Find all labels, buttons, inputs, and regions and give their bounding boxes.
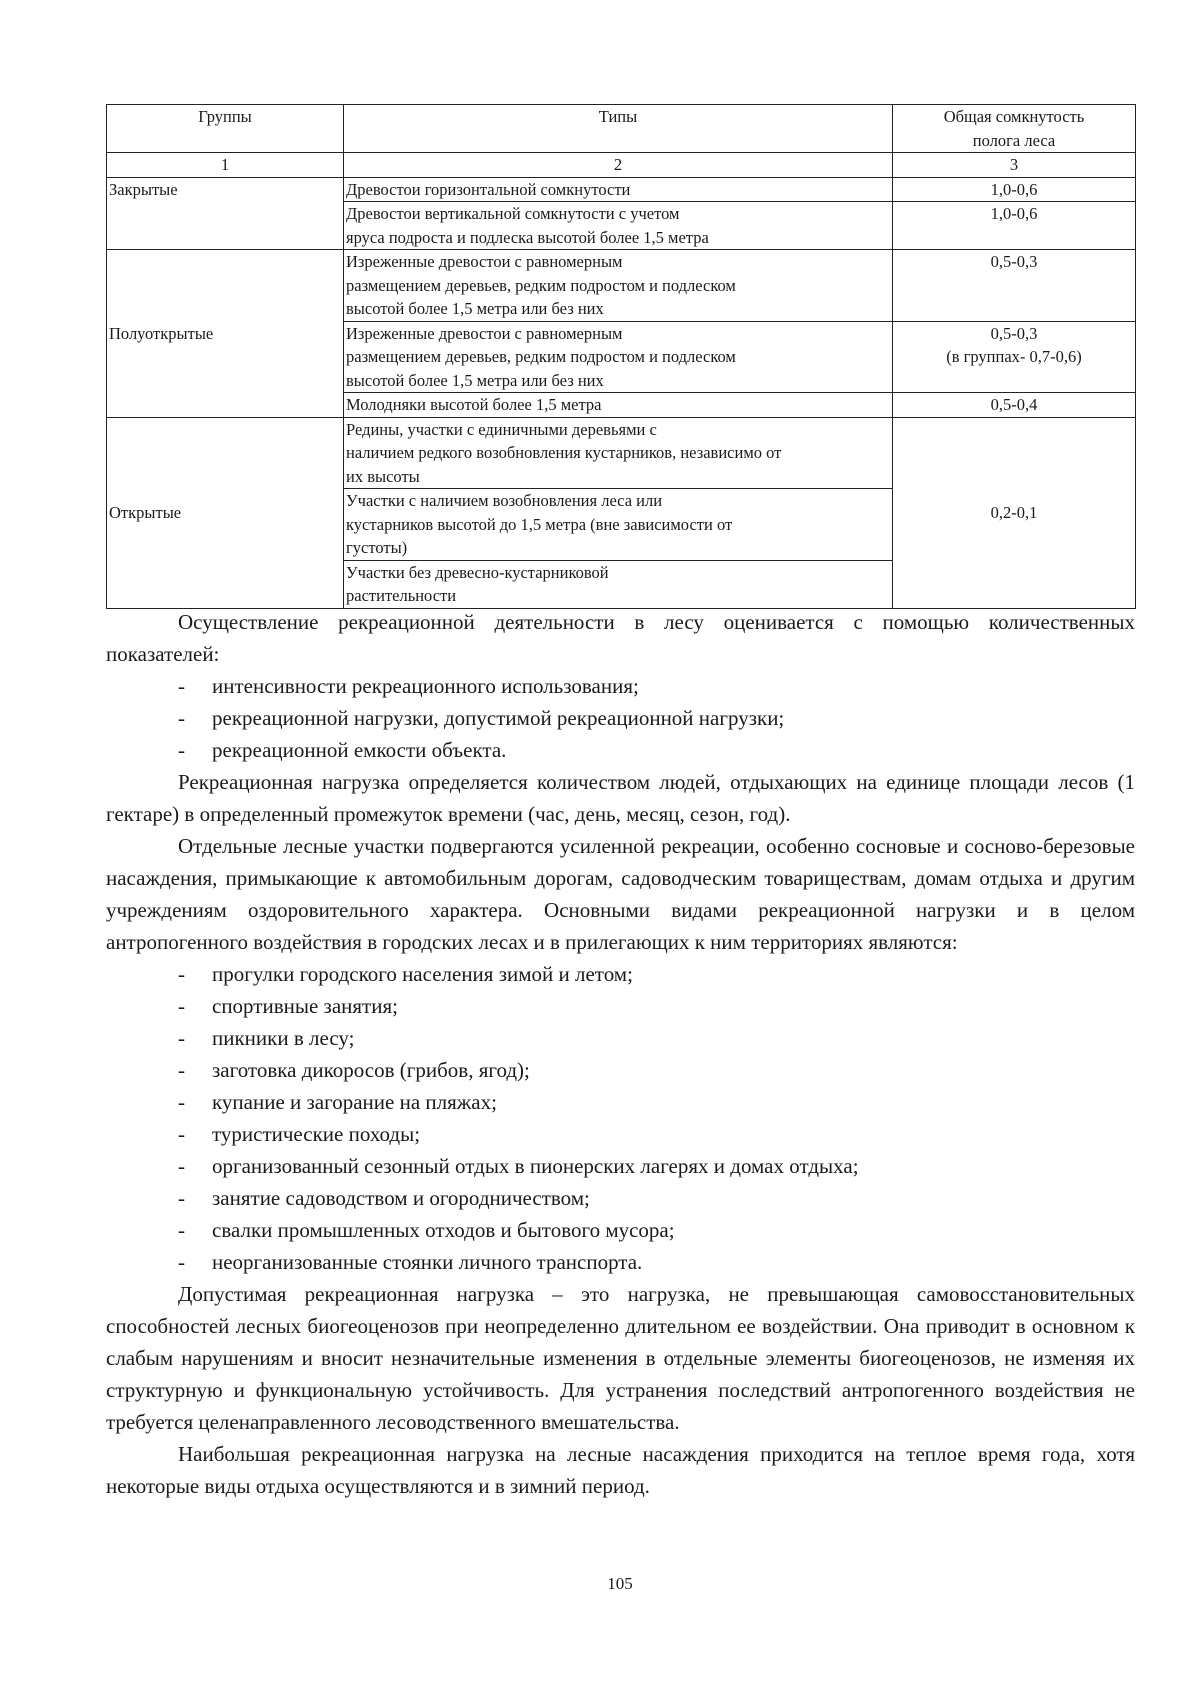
list-item-text: занятие садоводством и огородничеством;	[212, 1186, 590, 1210]
body-text	[106, 606, 1135, 1502]
column-number: 3	[893, 153, 1136, 178]
list-dash: -	[178, 962, 185, 986]
type-line: высотой более 1,5 метра или без них	[346, 299, 604, 318]
type-line: Древостои горизонтальной сомкнутости	[346, 179, 631, 199]
canopy-value: 1,0-0,6	[893, 177, 1136, 202]
type-cell	[344, 177, 893, 202]
type-line: кустарников высотой до 1,5 метра (вне зависимости от	[346, 514, 733, 534]
type-line: их высоты	[346, 466, 420, 486]
list-item	[106, 702, 1135, 734]
list-item-text: неорганизованные стоянки личного транспорта.	[212, 1250, 643, 1274]
header-types: Типы	[344, 105, 893, 153]
list-item	[106, 670, 1135, 702]
list-item-text: туристические походы;	[212, 1122, 421, 1146]
paragraph: Допустимая рекреационная нагрузка – это нагрузка, не превышающая самовосстановительных способностей лесных биогеоценозов при неопределенно длительном ее воздействии. Она приводит в основном к слабым нарушениям и вносит незначительные изменения в отдельные элементы биогеоценозов, не изменяя их структурную и функциональную устойчивость. Для устранения последствий антропогенного воздействия не требуется целенаправленного лесоводственного вмешательства.	[106, 1282, 1135, 1434]
list-dash: -	[178, 1250, 185, 1274]
list-item	[106, 1246, 1135, 1278]
list-item	[106, 1022, 1135, 1054]
canopy-value-line: (в группах- 0,7-0,6)	[946, 347, 1082, 366]
table-row	[107, 250, 1136, 322]
type-line: Редины, участки с единичными деревьями с	[346, 419, 657, 439]
list-item-text: организованный сезонный отдых в пионерских лагерях и домах отдыха;	[212, 1154, 859, 1178]
type-line: густоты)	[346, 538, 408, 557]
list-dash: -	[178, 1218, 185, 1242]
type-cell	[344, 560, 893, 608]
column-number: 2	[344, 153, 893, 178]
canopy-value: 0,5-0,4	[893, 393, 1136, 418]
group-closed: Закрытые	[107, 177, 344, 250]
indicator-list	[106, 670, 1135, 766]
type-line: размещением деревьев, редким подростом и подлеском	[346, 275, 736, 295]
type-line: яруса подроста и подлеска высотой более 1,5 метра	[346, 227, 709, 247]
canopy-value-open: 0,2-0,1	[893, 417, 1136, 608]
list-item	[106, 1150, 1135, 1182]
canopy-value: 1,0-0,6	[893, 202, 1136, 250]
type-cell	[344, 250, 893, 322]
list-item-text: спортивные занятия;	[212, 994, 398, 1018]
list-item-text: интенсивности рекреационного использования;	[212, 674, 639, 698]
list-item	[106, 958, 1135, 990]
list-dash: -	[178, 994, 185, 1018]
column-number: 1	[107, 153, 344, 178]
list-dash: -	[178, 1058, 185, 1082]
list-dash: -	[178, 674, 185, 698]
list-dash: -	[178, 1026, 185, 1050]
recreation-load-list	[106, 958, 1135, 1278]
type-line: растительности	[346, 586, 457, 605]
canopy-value	[893, 321, 1136, 393]
type-cell	[344, 393, 893, 418]
list-item	[106, 734, 1135, 766]
list-dash: -	[178, 1090, 185, 1114]
type-line: Изреженные древостои с равномерным	[346, 323, 623, 343]
list-item	[106, 990, 1135, 1022]
type-line: Древостои вертикальной сомкнутости с учетом	[346, 204, 680, 223]
type-line: Участки с наличием возобновления леса или	[346, 491, 663, 510]
canopy-table	[106, 104, 1136, 609]
list-dash: -	[178, 1154, 185, 1178]
paragraph: Наибольшая рекреационная нагрузка на лесные насаждения приходится на теплое время года, хотя некоторые виды отдыха осуществляются и в зимний период.	[106, 1442, 1135, 1498]
type-cell	[344, 489, 893, 561]
list-dash: -	[178, 1122, 185, 1146]
list-item	[106, 1214, 1135, 1246]
type-cell	[344, 202, 893, 250]
list-item	[106, 1086, 1135, 1118]
column-number-row	[107, 153, 1136, 178]
type-line: Молодняки высотой более 1,5 метра	[346, 395, 602, 414]
type-line: высотой более 1,5 метра или без них	[346, 370, 604, 390]
paragraph: Рекреационная нагрузка определяется количеством людей, отдыхающих на единице площади лесов (1 гектаре) в определенный промежуток времени (час, день, месяц, сезон, год).	[106, 770, 1135, 826]
page-number: 105	[607, 1574, 633, 1593]
canopy-value-line: 0,5-0,3	[990, 323, 1038, 343]
header-groups: Группы	[107, 105, 344, 153]
list-item	[106, 1054, 1135, 1086]
list-dash: -	[178, 1186, 185, 1210]
list-item-text: пикники в лесу;	[212, 1026, 355, 1050]
header-canopy-line: полога леса	[972, 130, 1056, 150]
type-cell	[344, 417, 893, 489]
group-open: Открытые	[107, 417, 344, 608]
table-row	[107, 177, 1136, 202]
header-canopy-line: Общая сомкнутость	[943, 107, 1085, 126]
list-item-text: рекреационной емкости объекта.	[212, 738, 507, 762]
type-line: наличием редкого возобновления кустарников, независимо от	[346, 443, 782, 462]
list-item-text: купание и загорание на пляжах;	[212, 1090, 497, 1114]
type-line: Участки без древесно-кустарниковой	[346, 562, 609, 582]
header-canopy	[893, 105, 1136, 153]
list-item-text: свалки промышленных отходов и бытового мусора;	[212, 1218, 675, 1242]
type-line: Изреженные древостои с равномерным	[346, 252, 623, 271]
list-dash: -	[178, 706, 185, 730]
list-item	[106, 1118, 1135, 1150]
canopy-value: 0,5-0,3	[893, 250, 1136, 322]
list-item	[106, 1182, 1135, 1214]
table-row	[107, 417, 1136, 489]
table-header-row	[107, 105, 1136, 153]
group-semi-open: Полуоткрытые	[107, 250, 344, 418]
type-cell	[344, 321, 893, 393]
list-dash: -	[178, 738, 185, 762]
type-line: размещением деревьев, редким подростом и подлеском	[346, 347, 736, 366]
list-item-text: прогулки городского населения зимой и летом;	[212, 962, 633, 986]
paragraph: Отдельные лесные участки подвергаются усиленной рекреации, особенно сосновые и сосново-березовые насаждения, примыкающие к автомобильным дорогам, садоводческим товариществам, домам отдыха и другим учреждениям оздоровительного характера. Основными видами рекреационной нагрузки и в целом антропогенного воздействия в городских лесах и в прилегающих к ним территориях являются:	[106, 834, 1135, 954]
list-item-text: рекреационной нагрузки, допустимой рекреационной нагрузки;	[212, 706, 785, 730]
paragraph: Осуществление рекреационной деятельности в лесу оценивается с помощью количественных показателей:	[106, 610, 1135, 666]
list-item-text: заготовка дикоросов (грибов, ягод);	[212, 1058, 530, 1082]
